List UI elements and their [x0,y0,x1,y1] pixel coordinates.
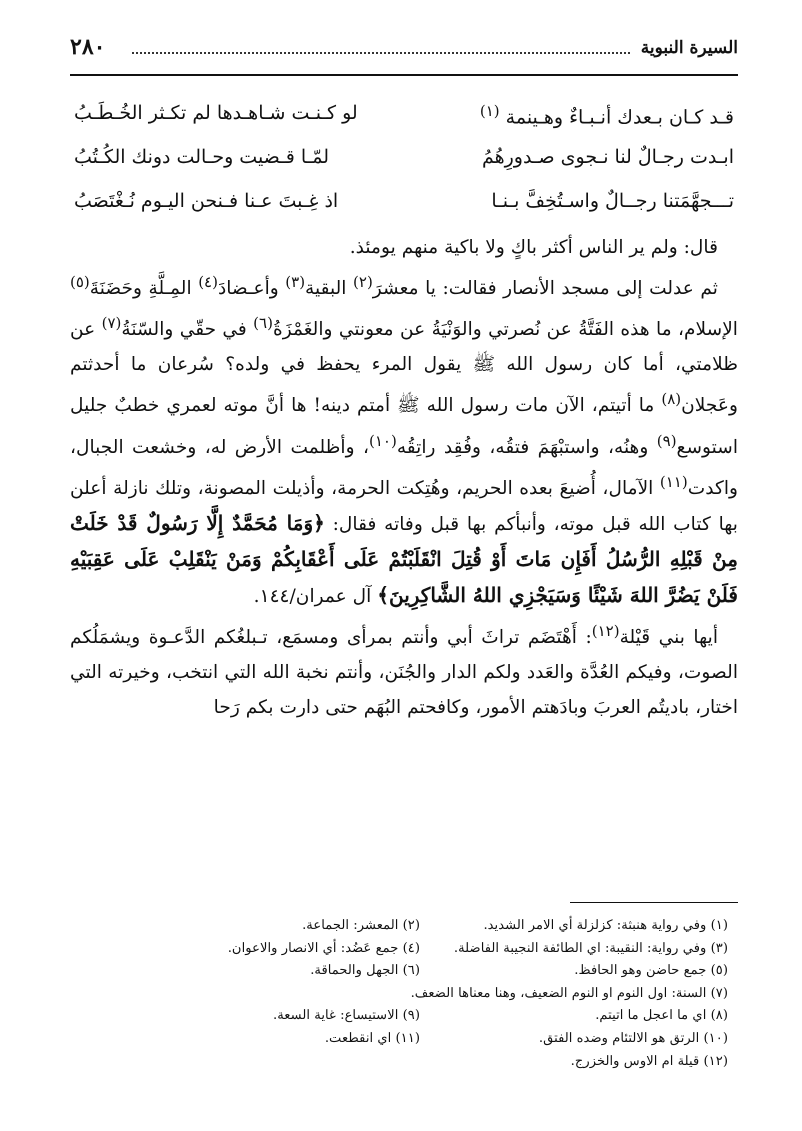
footnote: (٩) الاستيساع: غاية السعة. [273,1008,420,1024]
poem-verse [70,184,738,228]
footnote-row [70,1051,738,1074]
footnote-separator [570,902,738,903]
footnote: (١٢) قيلة ام الاوس والخزرج. [570,1053,728,1069]
verse-second-hemistich: اذ غِـبتَ عـنا فـنحن اليـوم نُـغْتَصَبُ [74,190,339,212]
footnote: (٦) الجهل والحماقة. [310,963,420,979]
verse-first-hemistich: قـد كـان بـعدك أنـبـاءٌ وهـينمة $^{(١)}$ [479,102,734,129]
page-header [70,30,738,76]
footnote: (٤) جمع عَضُد: أي الانصار والاعوان. [227,940,420,956]
footnote-marker: (١) [479,102,500,120]
poem [70,96,738,228]
footnote-row [70,915,738,938]
page-number: ٢٨٠ [70,34,106,60]
footnote: (٥) جمع حاضن وهو الحافظ. [574,963,728,979]
page [70,30,738,1069]
poem-verse [70,96,738,140]
footnote-row [70,983,738,1006]
verse-first-hemistich: ابـدت رجـالٌ لنا نـجوى صـدورِهُمُ [481,146,734,168]
verse-first-hemistich: تـــجهَّمَتنا رجــالٌ واسـتُخِفَّ بـنـا [491,190,734,212]
footnote: (١) وفي رواية هنبثة: كزلزلة أي الامر الشديد. [483,918,728,933]
footnote: (٧) السنة: اول النوم او النوم الضعيف، وهنا معناها الضعف. [410,985,728,1001]
footnote: (٢) المعشر: الجماعة. [302,918,420,933]
footnote-row [70,1028,738,1051]
verse-second-hemistich: لمّـا قـضيت وحـالت دونك الكُـتُبُ [74,146,329,168]
footnote-row [70,938,738,961]
footnote: (١١) اي انقطعت. [324,1030,420,1046]
quran-verse: ﴿وَمَا مُحَمَّدٌ إِلَّا رَسُولٌ قَدْ خَلَتْ مِنْ قَبْلِهِ الرُّسُلُ أَفَإِن مَاتَ أَوْ قُتِلَ انْقَلَبْتُمْ عَلَى أَعْقَابِكُمْ وَمَنْ يَنْقَلِبْ عَلَى عَقِبَيْهِ فَلَنْ يَضُرَّ اللهَ شَيْئًا وَسَيَجْزِي اللهُ الشَّاكِرِينَ﴾ [70,510,738,607]
footnote: (٣) وفي رواية: النقيبة: اي الطائفة النجيبة الفاضلة. [453,940,728,956]
verse-second-hemistich: لو كـنـت شـاهـدها لم تكـثر الخُـطَـبُ [74,102,358,124]
footnote: (٨) اي ما اعجل ما اتيتم. [595,1008,728,1024]
paragraph: قال: ولم ير الناس أكثر باكٍ ولا باكية منهم يومئذ. [349,237,718,258]
footnote-row [70,1005,738,1028]
quran-reference: آل عمران/١٤٤. [253,585,372,607]
footnote: (١٠) الرتق هو الالتئام وضده الفتق. [538,1030,728,1046]
poem-verse [70,140,738,184]
leader-dots [132,52,630,54]
footnotes [70,915,738,1073]
paragraph: ثم عدلت إلى مسجد الأنصار فقالت: يا معشرَ$^{(٢)}$ البقية$^{(٣)}$ وأعـضادَ$^{(٤)}$ المِـلَّةِ وحَضَنَةَ$^{(٥)}$ الإسلام، ما هذه الفَتَّةُ عن نُصرتي والوَنْيَةُ عن معونتي والغَمْزَةُ$^{(٦)}$ في حقّي والسّنَةُ$^{(٧)}$ عن ظلامتي، أما كان رسول الله ﷺ يقول المرء يحفظ في ولده؟ سُرعان ما أحدثتم وعَجلان$^{(٨)}$ ما أتيتم، الآن مات رسول الله ﷺ أمتم دينه! ها أنَّ موته لعمري خطبٌ جليل استوسع$^{(٩)}$ وهنُه، واستبْهَمَ فتقُه، وفُقِد راتِقُه$^{(١٠)}$، وأظلمت الأرض له، وخشعت الجبال، واكدت$^{(١١)}$ الآمال، أُضيعَ بعده الحريم، وهُتِكت الحرمة، وأذيلت المصونة، وتلك نازلة أعلن بها كتاب الله قبل موته، وأنبأكم بها قبل وفاته فقال: ﴿وَمَا مُحَمَّدٌ إِلَّا رَسُولٌ قَدْ خَلَتْ مِنْ قَبْلِهِ الرُّسُلُ أَفَإِن مَاتَ أَوْ قُتِلَ انْقَلَبْتُمْ عَلَى أَعْقَابِكُمْ وَمَنْ يَنْقَلِبْ عَلَى عَقِبَيْهِ فَلَنْ يَضُرَّ اللهَ شَيْئًا وَسَيَجْزِي اللهُ الشَّاكِرِينَ﴾ آل عمران/١٤٤. [70,273,738,607]
paragraph: أيها بني قَيْلة$^{(١٢)}$: أَهْتَضَم تراثَ أبي وأنتم بمرأى ومسمَع، تـبلغُكم الدَّعـوة ويشمَلُكم الصوت، وفيكم العُدَّة والعَدد ولكم الدار والجُنَن، وأنتم نخبة الله التي انتخب، وخيرته التي اختار، باديتُم العربَ وبادَهتم الأمور، وكافحتم البُهَم حتى دارت بكم رَحا [70,621,738,719]
footnote-row [70,960,738,983]
running-title: السيرة النبوية [640,38,738,58]
